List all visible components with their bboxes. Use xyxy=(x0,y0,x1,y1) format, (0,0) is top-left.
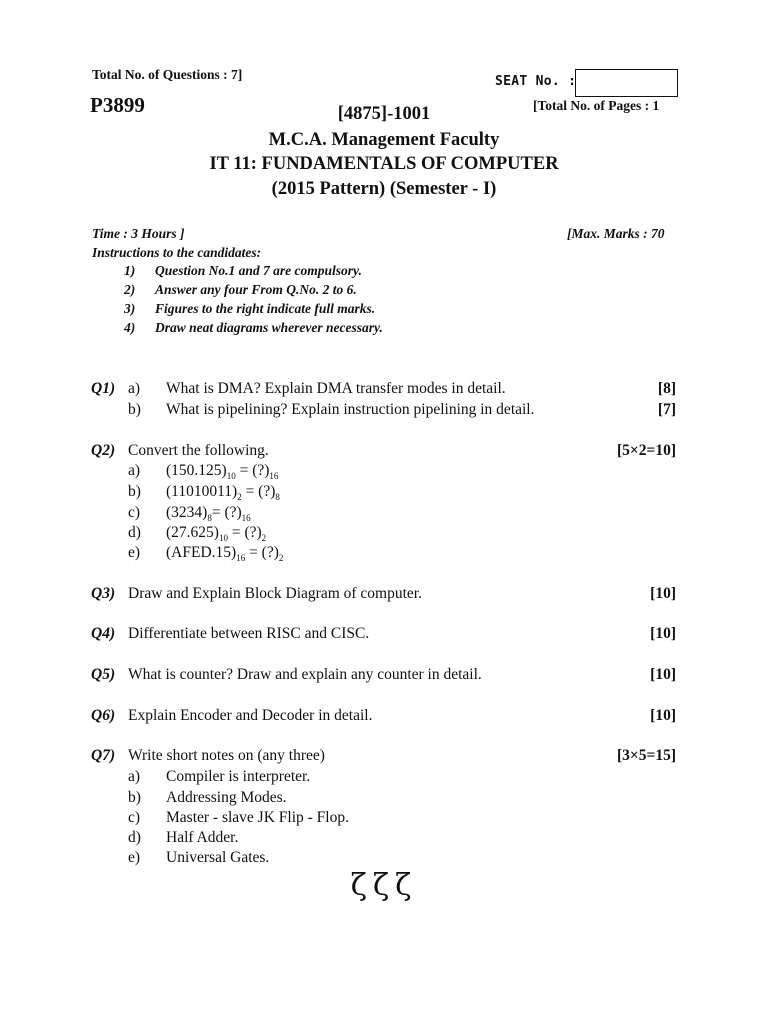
q2b-equals: = (?) xyxy=(241,483,276,500)
q2b-expression xyxy=(166,483,280,501)
q2b-to-base: 8 xyxy=(275,492,280,502)
q2-number: Q2) xyxy=(91,442,116,459)
time-limit: Time : 3 Hours ] xyxy=(92,226,185,241)
q2b-label: b) xyxy=(128,483,141,500)
q2d-number: (27.625) xyxy=(166,524,219,541)
q2d-equals: = (?) xyxy=(227,524,262,541)
instruction-text: Answer any four From Q.No. 2 to 6. xyxy=(155,282,357,297)
instruction-number: 4) xyxy=(124,320,136,335)
q2d-to-base: 2 xyxy=(261,533,267,543)
q2c-from-base: 8 xyxy=(207,513,212,523)
q3-number: Q3) xyxy=(91,585,116,602)
instruction-number: 1) xyxy=(124,263,136,278)
q2d-expression xyxy=(166,524,266,542)
q2a-number: (150.125) xyxy=(166,462,227,479)
q2a-to-base: 16 xyxy=(269,471,279,481)
q6-text: Explain Encoder and Decoder in detail. xyxy=(128,707,373,724)
q7b-label: b) xyxy=(128,789,141,806)
instruction-text: Figures to the right indicate full marks. xyxy=(155,301,376,316)
subject-title: IT 11: FUNDAMENTALS OF COMPUTER xyxy=(209,154,559,174)
q1a-marks: [8] xyxy=(657,380,676,397)
q2a-equals: = (?) xyxy=(235,462,270,479)
q2e-from-base: 16 xyxy=(236,553,246,563)
q7-number: Q7) xyxy=(91,747,116,764)
instruction-number: 3) xyxy=(124,301,136,316)
exam-code: [4875]-1001 xyxy=(337,104,431,124)
paper-code: P3899 xyxy=(90,93,145,117)
q6-number: Q6) xyxy=(91,707,116,724)
instruction-text: Question No.1 and 7 are compulsory. xyxy=(155,263,362,278)
q2b-from-base: 2 xyxy=(237,492,242,502)
q7d-text: Half Adder. xyxy=(166,829,239,846)
instructions-heading: Instructions to the candidates: xyxy=(92,245,262,260)
q4-marks: [10] xyxy=(650,625,676,642)
q2c-expression xyxy=(166,504,251,522)
q1b-marks: [7] xyxy=(657,401,676,418)
q7e-label: e) xyxy=(128,849,141,866)
q2d-from-base: 10 xyxy=(218,533,228,543)
q5-text: What is counter? Draw and explain any counter in detail. xyxy=(128,666,482,683)
instruction-number: 2) xyxy=(124,282,136,297)
q2e-to-base: 2 xyxy=(278,553,284,563)
q1b-label: b) xyxy=(128,401,141,418)
q5-marks: [10] xyxy=(650,666,676,683)
q2e-expression xyxy=(166,544,283,562)
seat-number-label: SEAT No. : xyxy=(495,74,577,89)
q2c-equals: = (?) xyxy=(211,504,242,521)
q7c-text: Master - slave JK Flip - Flop. xyxy=(166,809,349,826)
q2e-number: (AFED.15) xyxy=(166,544,237,561)
total-questions: Total No. of Questions : 7] xyxy=(92,67,243,82)
q2e-label: e) xyxy=(128,544,141,561)
q7-marks: [3×5=15] xyxy=(617,747,676,764)
q6-marks: [10] xyxy=(650,707,676,724)
seat-number-box xyxy=(575,69,678,97)
q2a-expression xyxy=(166,462,278,480)
q2b-number: (11010011) xyxy=(166,483,238,500)
q2a-label: a) xyxy=(128,462,141,479)
end-of-paper-symbol: ζζζ xyxy=(350,868,418,903)
q7a-label: a) xyxy=(128,768,141,785)
q2c-to-base: 16 xyxy=(241,513,251,523)
q7e-text: Universal Gates. xyxy=(166,849,270,866)
q2d-label: d) xyxy=(128,524,141,541)
q2c-number: (3234) xyxy=(166,504,208,521)
q4-text: Differentiate between RISC and CISC. xyxy=(128,625,370,642)
q2c-label: c) xyxy=(128,504,141,521)
q7c-label: c) xyxy=(128,809,141,826)
q7a-text: Compiler is interpreter. xyxy=(166,768,311,785)
q2a-from-base: 10 xyxy=(226,471,236,481)
q7-text: Write short notes on (any three) xyxy=(128,747,325,764)
pattern-title: (2015 Pattern) (Semester - I) xyxy=(271,179,497,199)
q3-text: Draw and Explain Block Diagram of computer. xyxy=(128,585,422,602)
instruction-text: Draw neat diagrams wherever necessary. xyxy=(155,320,383,335)
q3-marks: [10] xyxy=(650,585,676,602)
total-pages: [Total No. of Pages : 1 xyxy=(533,98,660,113)
q2-marks: [5×2=10] xyxy=(617,442,676,459)
q4-number: Q4) xyxy=(91,625,116,642)
q7b-text: Addressing Modes. xyxy=(166,789,287,806)
q2e-equals: = (?) xyxy=(245,544,279,561)
max-marks: [Max. Marks : 70 xyxy=(567,226,665,241)
q1a-text: What is DMA? Explain DMA transfer modes in detail. xyxy=(166,380,506,397)
q7d-label: d) xyxy=(128,829,141,846)
q5-number: Q5) xyxy=(91,666,116,683)
q1-number: Q1) xyxy=(91,380,116,397)
q1b-text: What is pipelining? Explain instruction pipelining in detail. xyxy=(166,401,535,418)
q2-text: Convert the following. xyxy=(128,442,269,459)
faculty-title: M.C.A. Management Faculty xyxy=(268,130,500,150)
q1a-label: a) xyxy=(128,380,141,397)
